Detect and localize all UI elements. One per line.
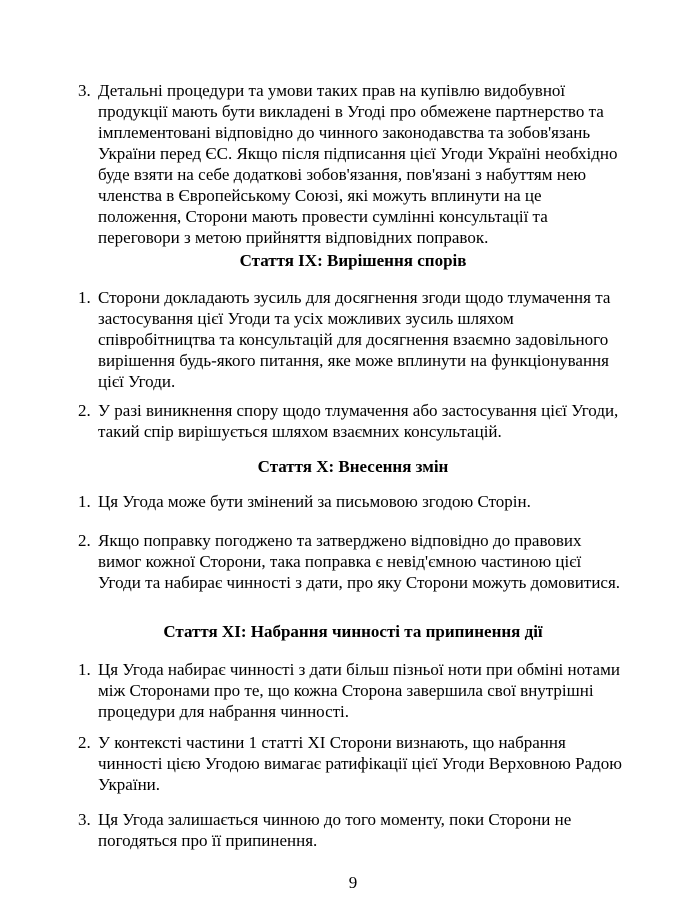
list-item [78, 287, 628, 392]
list-item-marker: 3. [78, 81, 91, 100]
list-item-text: Сторони докладають зусиль для досягнення згоди щодо тлумачення та застосування цієї Угоди та усіх можливих зусиль шляхом співробітництва та консультацій для досягнення взаємно задовільного вирішення будь-якого питання, яке може вплинути на функціонування цієї Угоди. [98, 288, 611, 391]
list-item-marker: 2. [78, 733, 91, 752]
list-item-text: Ця Угода може бути змінений за письмовою згодою Сторін. [98, 492, 531, 511]
list-item-marker: 1. [78, 492, 91, 511]
article-ix-heading: Стаття IX: Вирішення спорів [239, 251, 467, 270]
list-item [78, 400, 628, 442]
list-item-text: Ця Угода набирає чинності з дати більш пізньої ноти при обміні нотами між Сторонами про те, що кожна Сторона завершила свої внутрішні процедури для набрання чинності. [98, 660, 620, 721]
list-item-text: Детальні процедури та умови таких прав на купівлю видобувної продукції мають бути викладені в Угоді про обмежене партнерство та імплементовані відповідно до чинного законодавства та зобов'язань України перед ЄС. Якщо після підписання цієї Угоди Україні необхідно буде взяти на себе додаткові зобов'язання, пов'язані з набуттям нею членства в Європейському Союзі, які можуть вплинути на це положення, Сторони мають провести сумлінні консультації та переговори з метою прийняття відповідних поправок. [98, 81, 618, 247]
list-item [78, 659, 628, 722]
list-item-text: Ця Угода залишається чинною до того моменту, поки Сторони не погодяться про її припинення. [98, 810, 572, 850]
list-item-marker: 1. [78, 288, 91, 307]
list-item-text: Якщо поправку погоджено та затверджено відповідно до правових вимог кожної Сторони, така поправка є невід'ємною частиною цієї Угоди та набирає чинності з дати, про яку Сторони можуть домовитися. [98, 531, 621, 592]
list-item [78, 530, 628, 593]
article-x-heading: Стаття X: Внесення змін [257, 457, 449, 476]
list-item-marker: 2. [78, 401, 91, 420]
list-item-text: У контексті частини 1 статті XI Сторони визнають, що набрання чинності цією Угодою вимагає ратифікації цієї Угоди Верховною Радою України. [98, 733, 622, 794]
list-item [78, 80, 628, 248]
list-item [78, 809, 628, 851]
list-item [78, 732, 628, 795]
list-item-text: У разі виникнення спору щодо тлумачення або застосування цієї Угоди, такий спір вирішується шляхом взаємних консультацій. [98, 401, 619, 441]
list-item [78, 491, 628, 512]
list-item-marker: 2. [78, 531, 91, 550]
list-item-marker: 3. [78, 810, 91, 829]
article-xi-heading: Стаття XI: Набрання чинності та припинення дії [163, 622, 543, 641]
list-item-marker: 1. [78, 660, 91, 679]
page-number: 9 [348, 873, 358, 892]
